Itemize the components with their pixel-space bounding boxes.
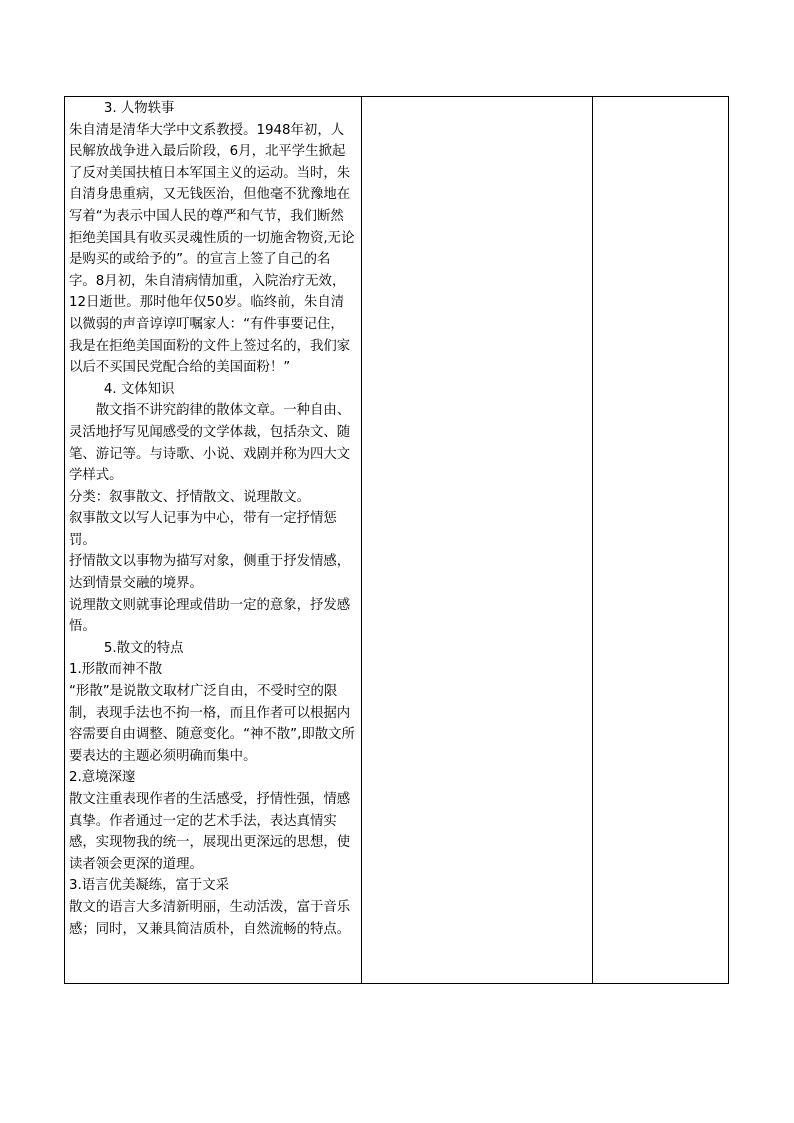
empty-cell-middle (362, 97, 593, 984)
empty-cell-right (593, 97, 729, 984)
feature-3-body: 散文的语言大多清新明丽，生动活泼，富于音乐感；同时，又兼具简洁质朴，自然流畅的特点。 (69, 899, 351, 937)
lyric-prose-paragraph: 抒情散文以事物为描写对象，侧重于抒发情感，达到情景交融的境界。 (69, 554, 351, 592)
content-text (65, 97, 361, 940)
genre-classification: 分类：叙事散文、抒情散文、说理散文。 (69, 489, 311, 505)
feature-2-body: 散文注重表现作者的生活感受，抒情性强，情感真挚。作者通过一定的艺术手法，表达真情实感，实现物我的统一，展现出更深远的思想，使读者领会更深的道理。 (69, 792, 351, 872)
feature-1-title: 1.形散而神不散 (69, 662, 163, 678)
narrative-prose-paragraph: 叙事散文以写人记事为中心，带有一定抒情惩罚。 (69, 511, 337, 548)
feature-1-body: “形散”是说散文取材广泛自由，不受时空的限制，表现手法也不拘一格，而且作者可以根据内容需要自由调整、随意变化。“神不散”,即散文所要表达的主题必须明确而集中。 (69, 684, 355, 764)
section-heading-anecdotes: 3. 人物轶事 (103, 101, 175, 116)
content-cell (65, 97, 362, 984)
lesson-table (64, 96, 729, 984)
genre-definition-paragraph: 散文指不讲究韵律的散体文章。一种自由、灵活地抒写见闻感受的文学体裁，包括杂文、随笔、游记等。与诗歌、小说、戏剧并称为四大文学样式。 (69, 403, 351, 484)
anecdote-paragraph: 朱自清是清华大学中文系教授。1948年初，人民解放战争进入最后阶段，6月，北平学生掀起了反对美国扶植日本军国主义的运动。当时，朱自清身患重病，又无钱医治，但他毫不犹豫地在写着“为表示中国人民的尊严和气节，我们断然拒绝美国具有收买灵魂性质的一切施舍物资,无论是购买的或给予的”。的宣言上签了自己的名字。8月初，朱自清病情加重，入院治疗无效，12日逝世。那时他年仅50岁。临终前，朱自清以微弱的声音谆谆叮嘱家人：“有件事要记住，我是在拒绝美国面粉的文件上签过名的，我们家以后不买国民党配合给的美国面粉！” (69, 122, 355, 376)
section-heading-features: 5.散文的特点 (103, 640, 184, 656)
feature-3-title: 3.语言优美凝练，富于文采 (69, 878, 230, 894)
table-row (65, 97, 729, 984)
section-heading-genre: 4. 文体知识 (103, 381, 175, 397)
feature-2-title: 2.意境深邃 (69, 770, 136, 786)
argumentative-prose-paragraph: 说理散文则就事论理或借助一定的意象，抒发感悟。 (69, 597, 351, 635)
